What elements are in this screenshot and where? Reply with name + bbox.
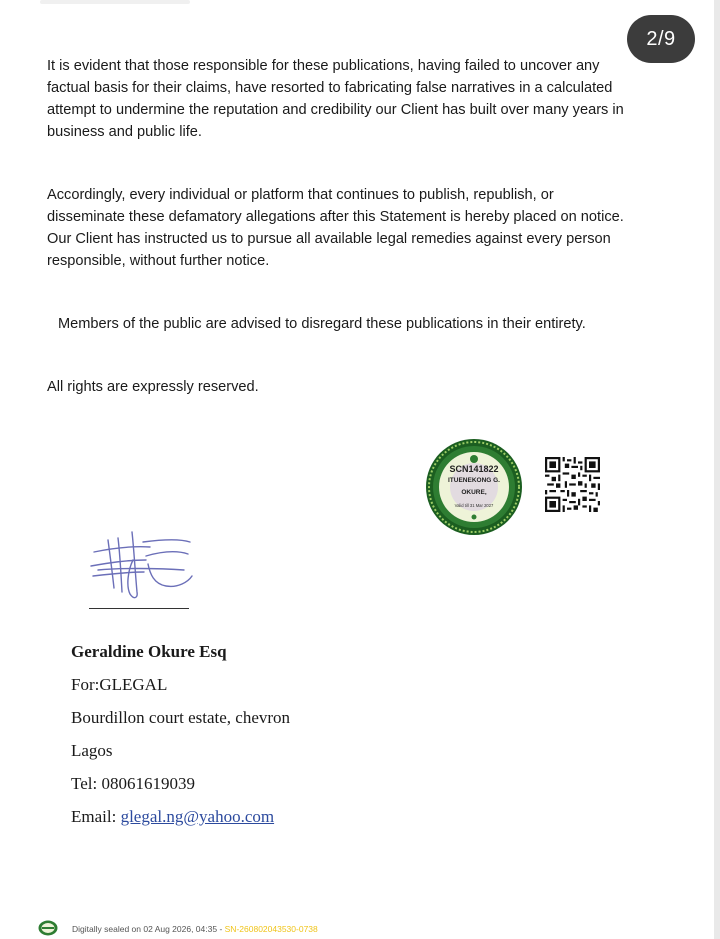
paragraph-evidence: It is evident that those responsible for these publications, having failed to uncover any factual basis for their claims, have resorted to fabricating false narratives in a calculated attempt to undermine the reputation and credibility our Client has built over many years in business and public life. — [47, 58, 624, 140]
seal-ring-icon — [425, 438, 523, 536]
signatory-address: Bourdillon court estate, chevron — [71, 708, 291, 727]
email-link[interactable]: glegal.ng@yahoo.com — [120, 807, 275, 826]
signatory-phone: Tel: 08061619039 — [71, 774, 195, 793]
handwritten-signature — [88, 530, 198, 602]
signatory-city: Lagos — [71, 741, 113, 760]
page-indicator: 2/9 — [627, 15, 695, 63]
signatory-email-row — [71, 807, 274, 827]
notary-seal — [425, 438, 523, 536]
paragraph-notice: Accordingly, every individual or platform that continues to publish, republish, or disseminate these defamatory allegations after this Statement is hereby placed on notice. Our Client has instructed us to pursue all available legal remedies against every person responsible, without further notice. — [47, 187, 624, 269]
previous-page-edge — [40, 0, 190, 4]
seal-code: SCN141822 — [449, 464, 499, 474]
signatory-name: Geraldine Okure Esq — [71, 642, 227, 661]
seal-name-line-1: ITUENEKONG G. — [447, 477, 500, 484]
email-label: Email: — [71, 807, 121, 826]
paragraph-rights-reserved: All rights are expressly reserved. — [47, 379, 259, 395]
qr-code-icon — [545, 457, 600, 512]
seal-name-line-2: OKURE, — [461, 489, 487, 496]
signature-line — [89, 608, 189, 609]
signatory-firm: For:GLEGAL — [71, 675, 168, 694]
paragraph-public-advice: Members of the public are advised to disregard these publications in their entirety. — [58, 316, 586, 332]
seal-timestamp: Digitally sealed on 02 Aug 2026, 04:35 - — [72, 924, 225, 934]
digital-seal-footer — [72, 924, 318, 934]
seal-serial-number: SN-260802043530-0738 — [224, 924, 318, 934]
seal-validity: Valid till 31 Mar 2027 — [454, 503, 494, 508]
digital-seal-icon — [38, 920, 58, 936]
